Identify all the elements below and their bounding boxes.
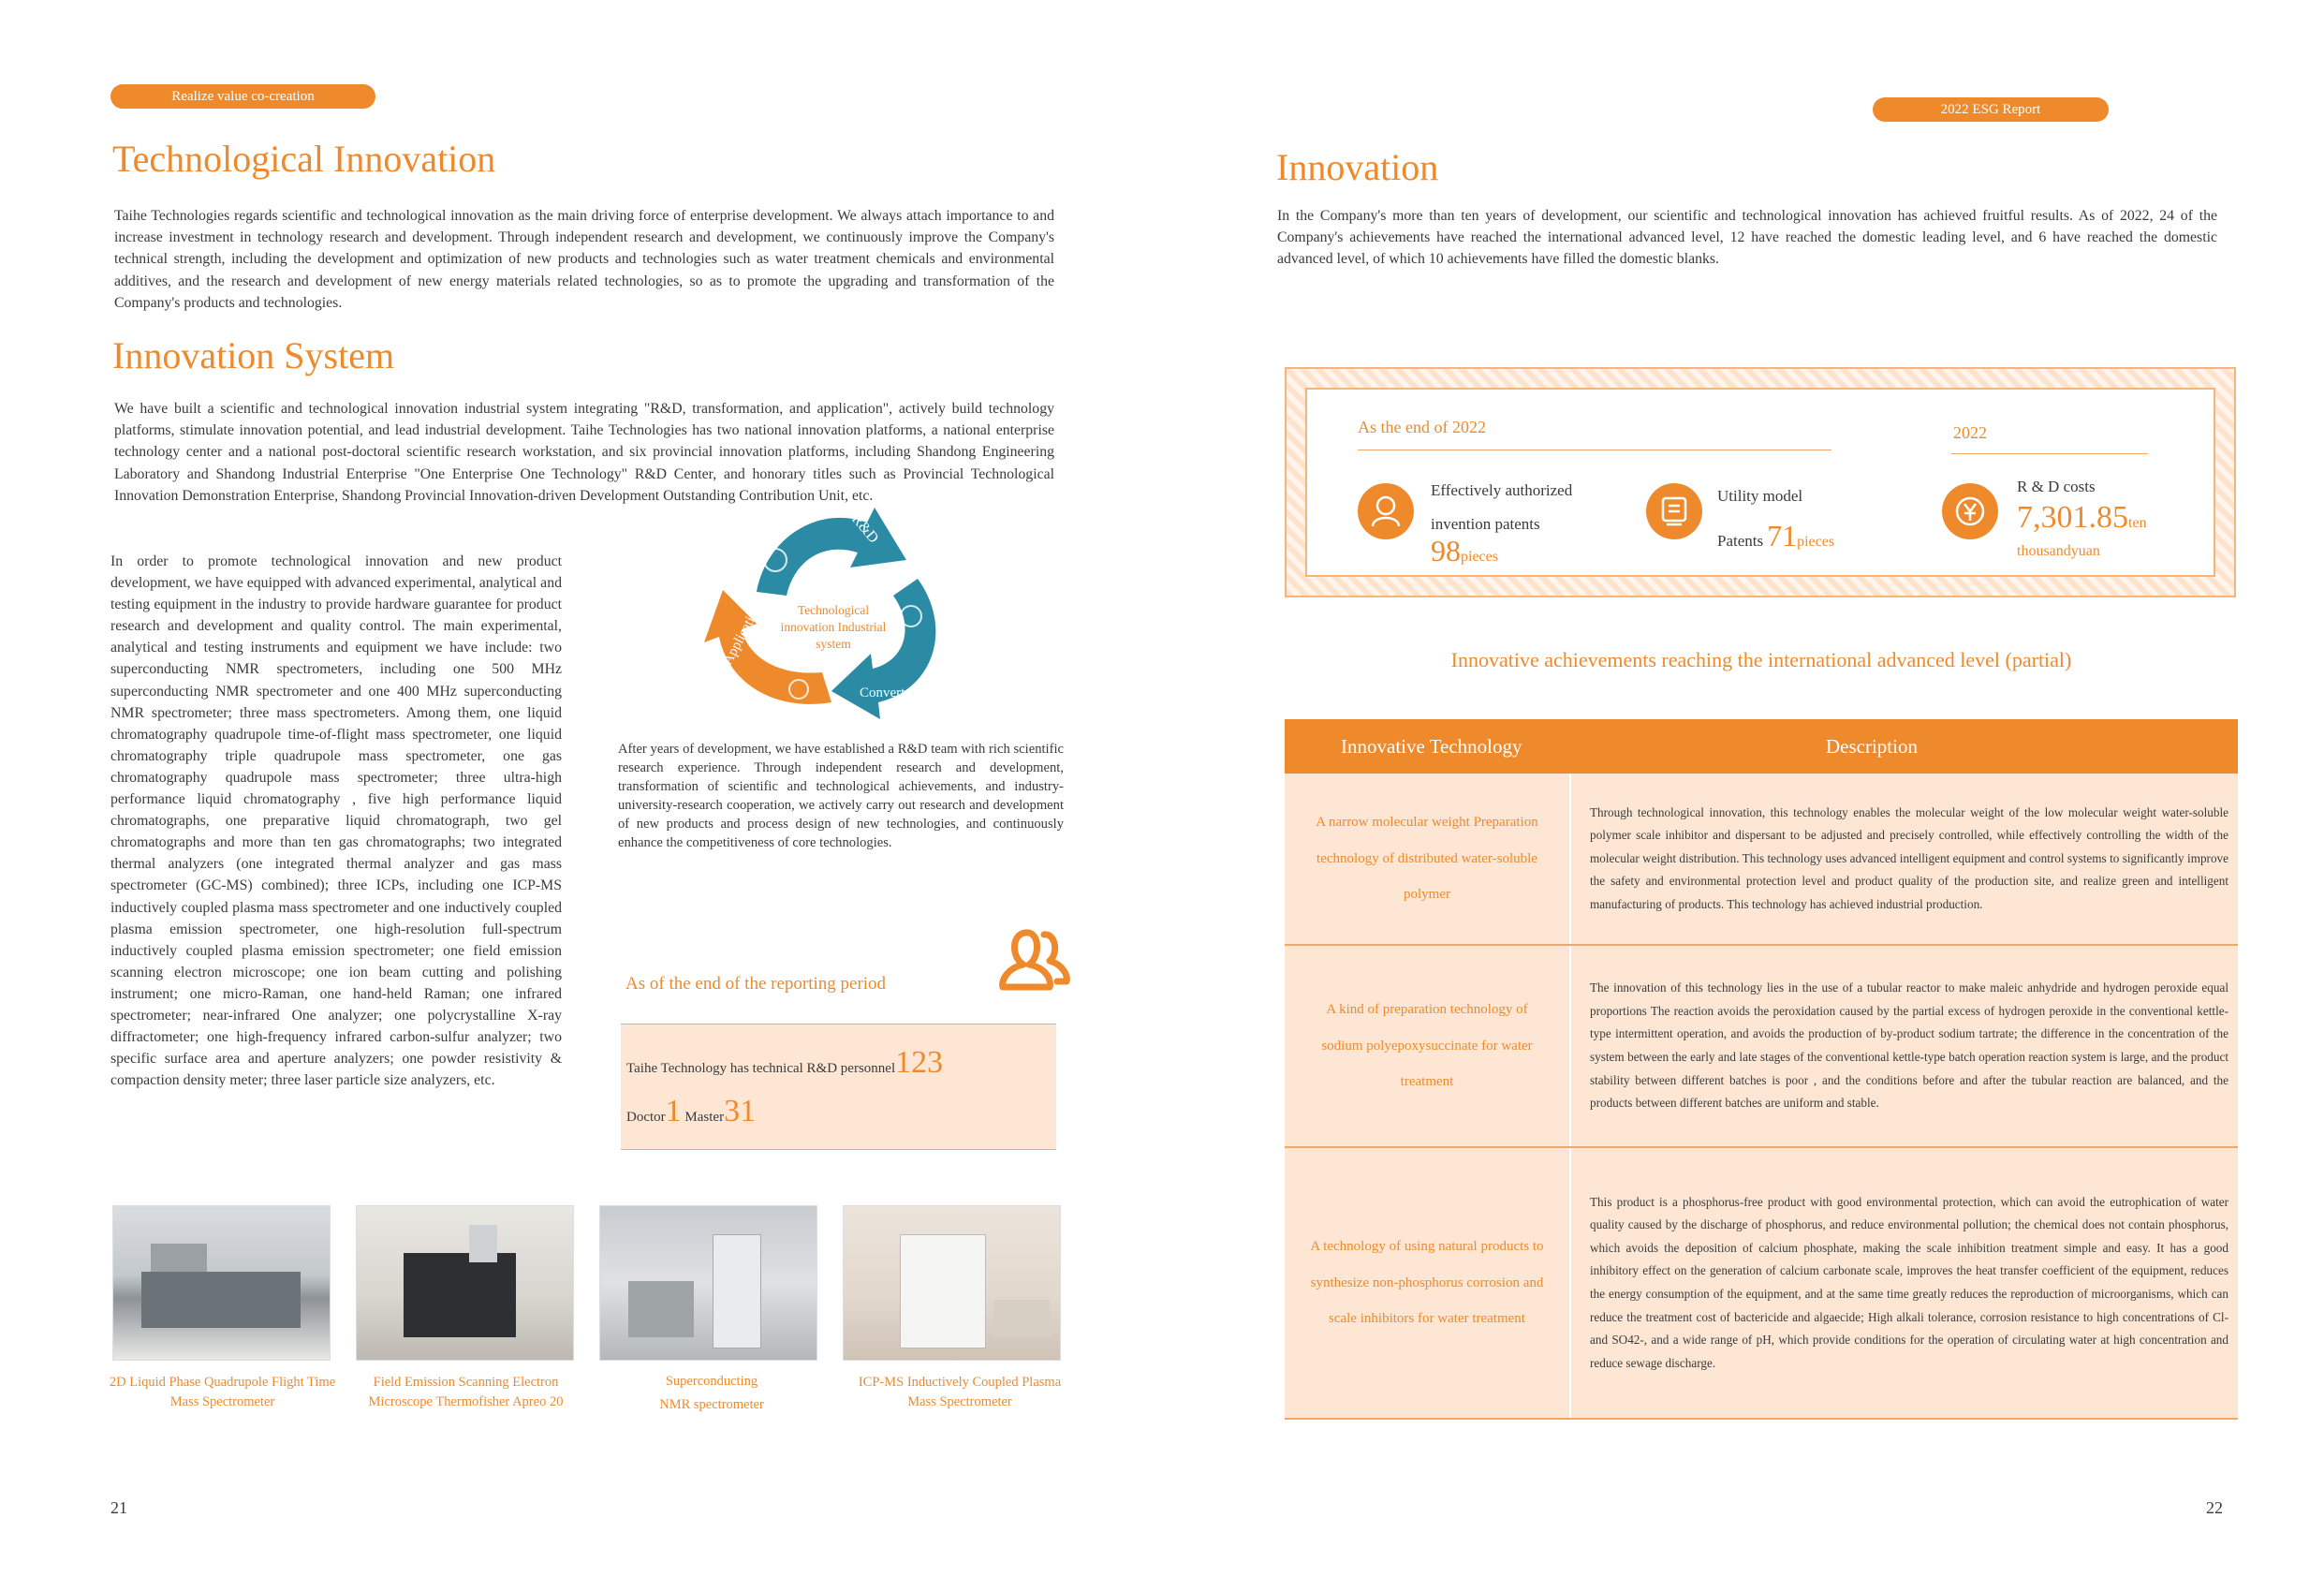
- photo-nmr-spectrometer: [599, 1205, 817, 1361]
- rd-unit-thousandyuan: thousandyuan: [2017, 543, 2100, 559]
- rd-unit-ten: ten: [2128, 515, 2147, 531]
- personnel-box: [621, 1024, 1056, 1150]
- caption-photo-3: Superconducting NMR spectrometer: [659, 1374, 764, 1412]
- row-description: The innovation of this technology lies in the use of a tubular reactor to make maleic anhydride and hydrogen peroxide equal proportions The reaction avoids the peroxidation caused by the partial excess of hydrogen peroxide in the conventional kettle-type intermittent operation, and avoids the production of by-product sodium tartrate; the difference in the concentration of the system between the early and late stages of the conventional kettle-type batch operation reaction system is large, and the product stability between different batches is poor , and the conditions before and after the tubular reaction are balanced, and the products between different batches are uniform and stable.: [1590, 980, 2228, 1111]
- paragraph-innovation: In the Company's more than ten years of development, our scientific and technological innovation has achieved fruitful results. As of 2022, 24 of the Company's achievements have reached the international advanced level, 12 have reached the domestic leading level, and 6 have reached the domestic advanced level, of which 10 achievements have filled the domestic blanks.: [1277, 208, 2217, 268]
- paragraph-rd-team: After years of development, we have established a R&D team with rich scientific research experience. Through independent research and development, transformation of scientific and technological achievements, and industry-university-research cooperation, we actively carry out research and development of new products and process design of new technologies, and continuously enhance the competitiveness of core technologies.: [618, 742, 1064, 850]
- doctor-label: Doctor: [626, 1110, 666, 1125]
- col-header-technology: Innovative Technology: [1341, 735, 1522, 758]
- row-description: This product is a phosphorus-free product with good environmental protection, which can avoid the eutrophication of water quality caused by the discharge of phosphorus, and reduce environmental pollution; the chemical does not contain phosphorus, which avoids the deposition of calcium phosphate, making the scale inhibition treatment simple and easy. It has a good inhibitory effect on the generation of calcium carbonate scale, improves the heat transfer coefficient of the equipment, reduces the energy consumption of the equipment, and at the same time greatly reduces the reproduction of microorganisms, which can reduce the treatment cost of bactericide and algaecide; High alkali tolerance, corrosion resistance to high concentrations of Cl- and SO42-, and a wide range of pH, which provide conditions for the operation of circulating water at high concentration and reduce sewage discharge.: [1590, 1194, 2228, 1370]
- photo-lc-mass-spectrometer: [112, 1205, 331, 1361]
- cycle-label-convert: Convert: [860, 685, 905, 700]
- table-title: Innovative achievements reaching the international advanced level (partial): [1450, 648, 2072, 671]
- section-pill: Realize value co-creation: [110, 84, 375, 109]
- utility-count: 71: [1767, 519, 1798, 553]
- table-row: [1285, 946, 2238, 1148]
- cycle-label-rd: R&D: [848, 510, 882, 547]
- rd-label: R & D costs: [2017, 478, 2096, 495]
- paragraph-tech-innovation: Taihe Technologies regards scientific and technological innovation as the main driving force of enterprise development. We always attach importance to and increase investment in technology research and development. Through independent research and development, we continuously improve the Company's technical strength, including the development and optimization of new products and technologies such as water treatment chemicals and environmental additives, and the research and development of new energy materials related technologies, so as to promote the upgrading and transformation of the Company's products and technologies.: [114, 208, 1054, 311]
- patent-label-1: Effectively authorized: [1431, 481, 1573, 499]
- row-description: Through technological innovation, this technology enables the molecular weight of the low molecular weight water-soluble polymer scale inhibitor and dispersant to be adjusted and precisely controlled, while effectively controlling the width of the molecular weight distribution. This technology uses advanced intelligent equipment and control systems to significantly improve the safety and environmental protection level and product quality of the production site, and realize green and intelligent manufacturing of products. This technology has achieved industrial production.: [1590, 804, 2228, 911]
- photo-icp-ms: [843, 1205, 1061, 1361]
- paragraph-equipment: In order to promote technological innovation and new product development, we have equipped with advanced experimental, analytical and testing equipment in the industry to provide hardware guarantee for product research and development and quality control. The main experimental, analytical and testing instruments and equipment we have include: two superconducting NMR spectrometers, including one 500 MHz superconducting NMR spectrometer and one 400 MHz superconducting NMR spectrometer; three mass spectrometers. Among them, one liquid chromatography quadrupole time-of-flight mass spectrometer, one liquid chromatography triple quadrupole mass spectrometer, one gas chromatography quadrupole mass spectrometer; three ultra-high performance liquid chromatography , five high performance liquid chromatographs, one preparative liquid chromatograph, two gel chromatographs and more than ten gas chromatographs; two integrated thermal analyzers (one integrated thermal analyzer and gas mass spectrometer (GC-MS) combined); three ICPs, including one ICP-MS inductively coupled plasma mass spectrometer and one inductively coupled plasma emission spectrometer, one high-resolution full-spectrum inductively coupled plasma emission spectrometer; one field emission scanning electron microscope; one ion beam cutting and polishing instrument; one micro-Raman, one hand-held Raman; one infrared spectrometer; near-infrared One analyzer; one polycrystalline X-ray diffractometer; one high-frequency infrared carbon-sulfur analyzer; two specific surface area and aperture analyzers; one powder resistivity & compaction density meter; three laser particle size analyzers, etc.: [110, 553, 562, 1089]
- paragraph-innovation-system: We have built a scientific and technological innovation industrial system integrating "R&D, transformation, and application", actively build technology platforms, stimulate innovation potential, and lead industrial development. Taihe Technologies has two national innovation platforms, a national enterprise technology center and a national post-doctoral scientific research workstation, and six provincial innovation platforms, including Shandong Engineering Laboratory and Shandong Industrial Enterprise "One Enterprise One Technology" R&D Center, and honorary titles such as Provincial Technological Innovation Demonstration Enterprise, Shandong Provincial Innovation-driven Development Outstanding Contribution Unit, etc.: [114, 401, 1054, 504]
- person-icon: [1358, 483, 1414, 539]
- page-number-right: 22: [2206, 1498, 2223, 1517]
- cycle-arrow-rd: [757, 508, 906, 596]
- table-row: [1285, 774, 2238, 946]
- col-header-description: Description: [1826, 735, 1918, 758]
- utility-label-1: Utility model: [1717, 487, 1803, 505]
- row-tech: A narrow molecular weight Preparation technology of distributed water-soluble polymer: [1316, 815, 1538, 903]
- stats-label-year: 2022: [1953, 423, 1987, 442]
- patent-unit: pieces: [1461, 549, 1498, 565]
- photo-sem-microscope: [356, 1205, 574, 1361]
- patent-count: 98: [1431, 534, 1461, 567]
- stats-box: [1285, 367, 2236, 597]
- doctor-count: 1: [665, 1094, 682, 1128]
- page-number-left: 21: [110, 1498, 127, 1517]
- table-header: [1285, 719, 2238, 774]
- personnel-heading: As of the end of the reporting period: [625, 974, 887, 994]
- report-pill: 2022 ESG Report: [1873, 97, 2109, 122]
- title-innovation: Innovation: [1276, 146, 1439, 188]
- caption-photo-1: 2D Liquid Phase Quadrupole Flight Time Mass Spectrometer: [109, 1375, 336, 1409]
- utility-label-2: Patents: [1717, 532, 1764, 550]
- achievements-table: [1285, 719, 2238, 1420]
- cycle-center-label: Technological innovation Industrial system: [780, 603, 887, 651]
- cycle-label-apply: Applicati: [720, 613, 758, 668]
- caption-photo-2: Field Emission Scanning Electron Microscope Thermofisher Apreo 20: [368, 1375, 564, 1409]
- table-row: [1285, 1148, 2238, 1420]
- personnel-line1-text: Taihe Technology has technical R&D personnel: [626, 1061, 896, 1076]
- title-technological-innovation: Technological Innovation: [112, 138, 496, 180]
- people-icon: [997, 925, 1072, 993]
- rd-cost-value: 7,301.85: [2017, 500, 2128, 535]
- caption-photo-4: ICP-MS Inductively Coupled Plasma Mass Spectrometer: [858, 1375, 1062, 1409]
- row-tech: A kind of preparation technology of sodium polyepoxysuccinate for water treatment: [1321, 1002, 1533, 1090]
- patent-label-2: invention patents: [1431, 515, 1540, 533]
- master-label: Master: [684, 1110, 725, 1125]
- yuan-coin-icon: [1942, 483, 1998, 539]
- title-innovation-system: Innovation System: [112, 334, 395, 376]
- utility-unit: pieces: [1797, 534, 1835, 550]
- stats-label-end: As the end of 2022: [1358, 418, 1486, 436]
- personnel-count: 123: [895, 1045, 944, 1080]
- row-tech: A technology of using natural products to synthesize non-phosphorus corrosion and scale inhibitors for water treatment: [1310, 1239, 1544, 1327]
- certificate-icon: [1646, 483, 1702, 539]
- master-count: 31: [724, 1094, 757, 1128]
